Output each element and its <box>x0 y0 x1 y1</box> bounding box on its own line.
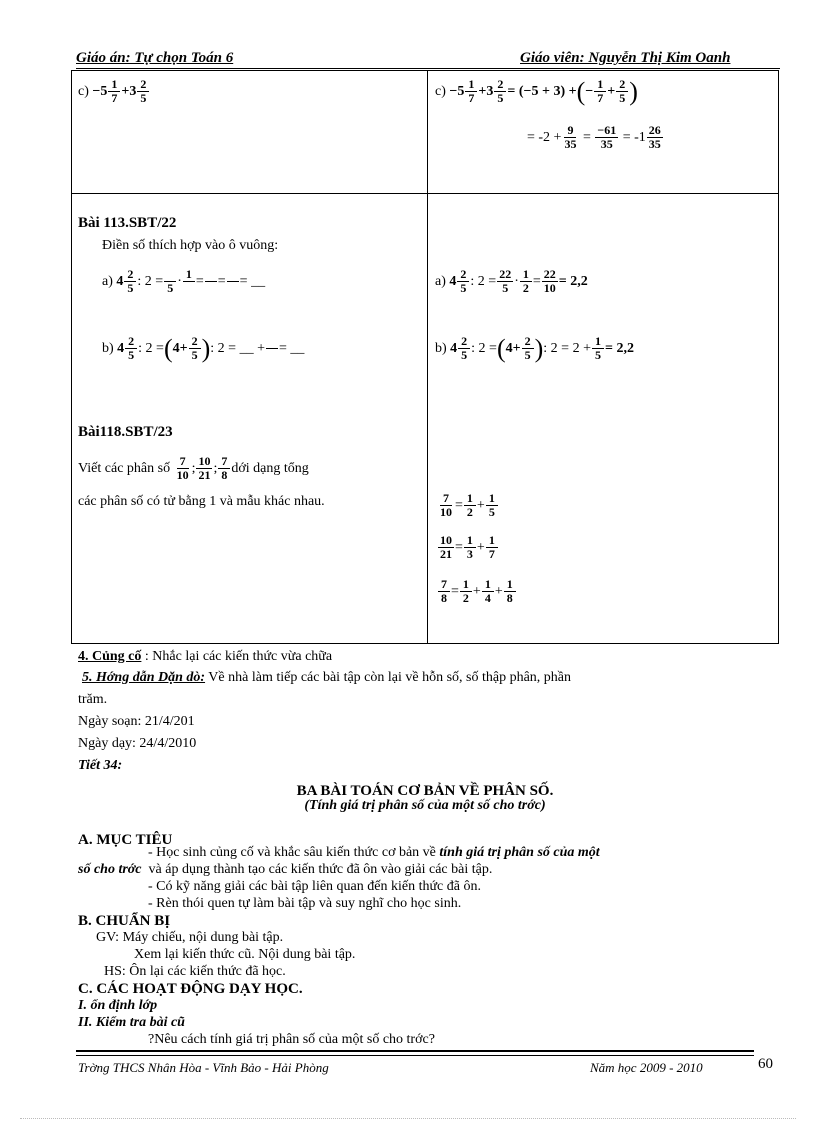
footer-school: Trờng THCS Nhân Hòa - Vĩnh Bảo - Hải Phòng <box>78 1060 329 1075</box>
activities-ii: II. Kiểm tra bài cũ <box>78 1015 185 1030</box>
bai118-answer-2: $\frac{10}{21}$ = $\frac{1}{3}$ + $\frac{1}{7}$ <box>437 534 499 561</box>
footer-rule <box>76 1050 754 1052</box>
section-5: 5. Hớng dẫn Dặn dò: Về nhà làm tiếp các bài tập còn lại về hỗn số, số thập phân, phần <box>82 670 572 685</box>
objectives-line3: - Có kỹ năng giải các bài tập liên quan đến kiến thức đã ôn. <box>148 879 481 894</box>
bai113-a-expression: a) 4 $\frac{2}{5}$ : 2 = 5 · 1 = = = __ <box>102 267 266 295</box>
objectives-line4: - Rèn thói quen tự làm bài tập và suy nghĩ cho học sinh. <box>148 896 462 911</box>
footer-rule-thin <box>76 1055 754 1056</box>
section-5-continued: trăm. <box>78 692 108 707</box>
objectives-heading: A. MỤC TIÊU <box>78 832 173 848</box>
date-prepared: Ngày soạn: 21/4/201 <box>78 714 195 729</box>
objectives-line1: - Học sinh củng cố và khắc sâu kiến thức cơ bản về tính giá trị phân số của một <box>148 845 600 860</box>
lesson-title-sub: (Tính giá trị phân số của một số cho trớc) <box>304 798 546 813</box>
bai118-line1: Viết các phân số $\frac{7}{10}$ ; $\frac{10}{21}$ ; $\frac{7}{8}$ dới dạng tổng <box>78 454 309 482</box>
bai113-instruction: Điền số thích hợp vào ô vuông: <box>102 238 279 253</box>
bai113-b-expression: b) 4 $\frac{2}{5}$ : 2 = ( 4+ $\frac{2}{5}$ ) : 2 = __ + = __ <box>102 333 305 363</box>
footer-year: Năm học 2009 - 2010 <box>590 1060 703 1075</box>
bai113-a-answer: a) 4 $\frac{2}{5}$ : 2 = $\frac{22}{5}$ · $\frac{1}{2}$ = $\frac{22}{10}$ = 2,2 <box>435 267 588 295</box>
c-left-expression: c) −5 $\frac{1}{7}$ +3 $\frac{2}{5}$ <box>78 78 150 105</box>
c-right-line2: = -2 + $\frac{9}{35}$ = $\frac{-61}{35}$ = -1 $\frac{26}{35}$ <box>527 123 661 151</box>
preparation-heading: B. CHUẨN BỊ <box>78 913 171 929</box>
activities-heading: C. CÁC HOẠT ĐỘNG DẠY HỌC. <box>78 981 303 997</box>
section-4: 4. Củng cố : Nhắc lại các kiến thức vừa chữa <box>78 649 333 664</box>
header-right: Giáo viên: Nguyễn Thị Kim Oanh <box>520 50 731 66</box>
bai118-answer-1: $\frac{7}{10}$ = $\frac{1}{2}$ + $\frac{1}{5}$ <box>437 492 499 519</box>
activities-i: I. ổn định lớp <box>78 998 158 1013</box>
bai118-title: Bài118.SBT/23 <box>78 424 173 440</box>
header-rule <box>76 68 780 69</box>
preparation-hs: HS: Ôn lại các kiến thức đã học. <box>104 964 286 979</box>
preparation-gv: GV: Máy chiếu, nội dung bài tập. <box>96 930 284 945</box>
activities-question: ?Nêu cách tính giá trị phân số của một số cho trớc? <box>148 1032 435 1047</box>
lesson-number: Tiết 34: <box>78 758 123 773</box>
header-left: Giáo án: Tự chọn Toán 6 <box>76 50 234 66</box>
table-column-divider <box>427 70 428 644</box>
bai113-b-answer: b) 4 $\frac{2}{5}$ : 2 = ( 4+ $\frac{2}{5}$ ) : 2 = 2 + $\frac{1}{5}$ = 2,2 <box>435 333 634 363</box>
bai113-title: Bài 113.SBT/22 <box>78 215 177 231</box>
objectives-line2: số cho trớc và áp dụng thành tạo các kiến thức đã ôn vào giải các bài tập. <box>78 862 493 877</box>
c-right-line1: c) −5 $\frac{1}{7}$ +3 $\frac{2}{5}$ = (−5 + 3) + ( − $\frac{1}{7}$ + $\frac{2}{5}$ ) <box>435 76 638 106</box>
lesson-title-main: BA BÀI TOÁN CƠ BẢN VỀ PHÂN SỐ. <box>296 783 554 799</box>
page-number: 60 <box>758 1056 773 1072</box>
lesson-title <box>71 784 779 813</box>
page-bottom-edge <box>20 1118 796 1119</box>
table-row-divider <box>71 193 779 194</box>
bai118-line2: các phân số có tử bằng 1 và mẫu khác nhau. <box>78 494 325 509</box>
preparation-gv-2: Xem lại kiến thức cũ. Nội dung bài tập. <box>134 947 356 962</box>
bai118-answer-3: $\frac{7}{8}$ = $\frac{1}{2}$ + $\frac{1}{4}$ + $\frac{1}{8}$ <box>437 578 517 605</box>
date-taught: Ngày dạy: 24/4/2010 <box>78 736 197 751</box>
